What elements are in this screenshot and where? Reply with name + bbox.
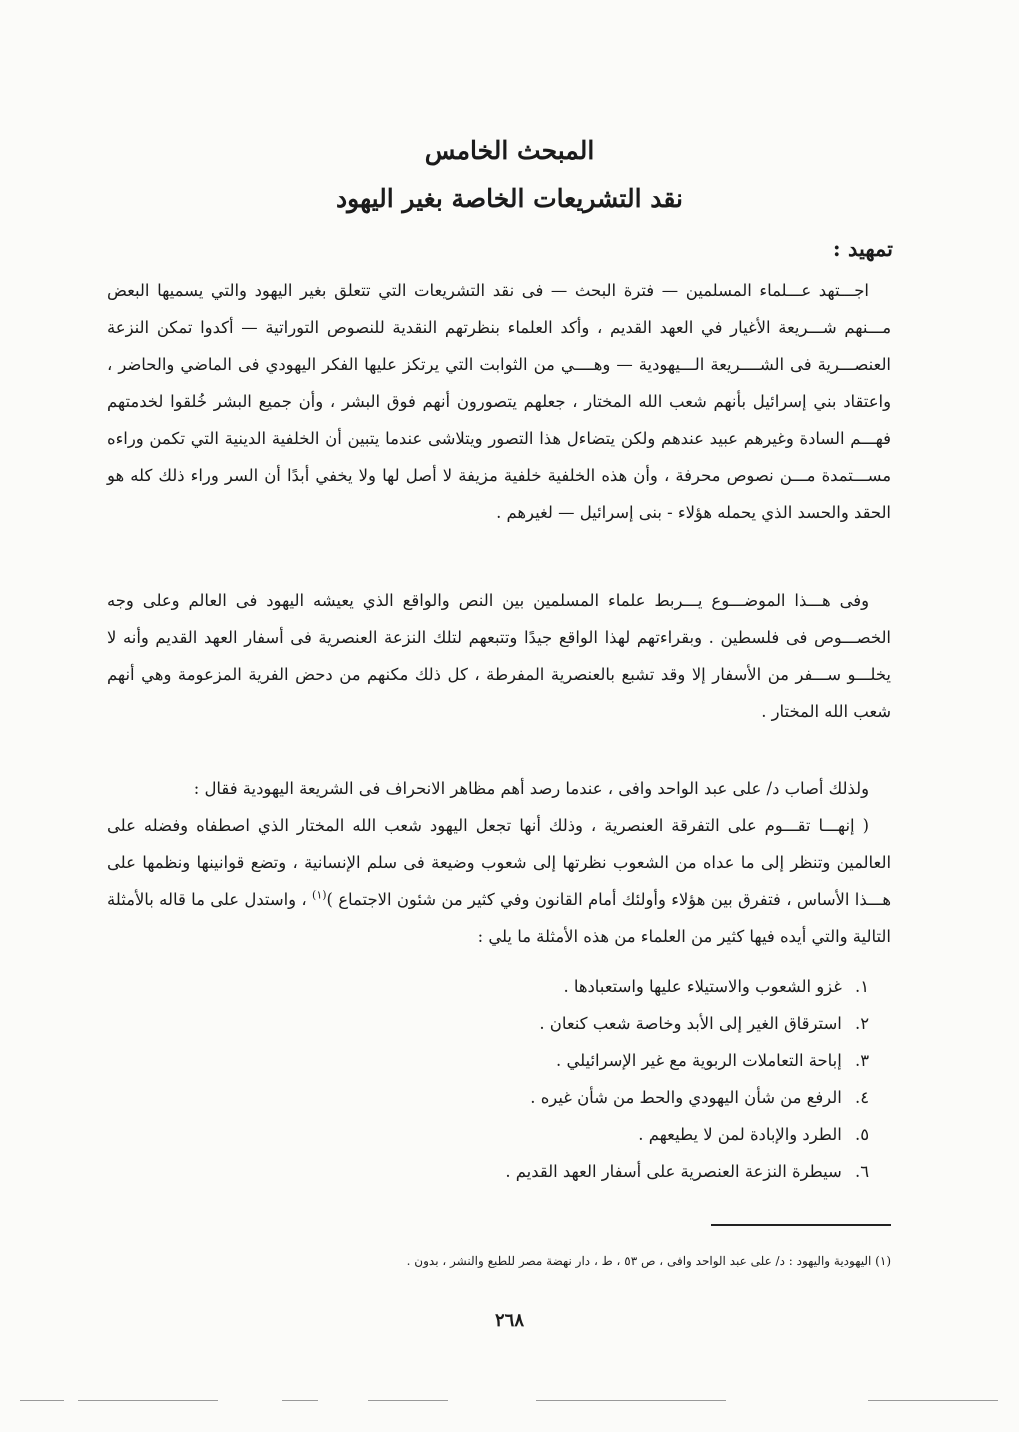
paragraph-quote bbox=[107, 770, 891, 955]
footnote: (١) اليهودية واليهود : د/ على عبد الواحد وافى ، ص ٥٣ ، ط ، دار نهضة مصر للطبع والنشر ، بدون . bbox=[406, 1254, 891, 1268]
footnote-reference[interactable]: (١) bbox=[312, 888, 327, 902]
list-item-number: ٤. bbox=[854, 1088, 869, 1107]
list-item-text: غزو الشعوب والاستيلاء عليها واستعبادها . bbox=[563, 977, 842, 996]
footnote-divider bbox=[711, 1224, 891, 1226]
list-item-text: استرقاق الغير إلى الأبد وخاصة شعب كنعان . bbox=[539, 1014, 842, 1033]
section-title: نقد التشريعات الخاصة بغير اليهود bbox=[336, 184, 683, 213]
paragraph-quote-lead: ولذلك أصاب د/ على عبد الواحد وافى ، عندما رصد أهم مظاهر الانحراف فى الشريعة اليهودية فقال : bbox=[193, 779, 869, 798]
page-number: ٢٦٨ bbox=[494, 1310, 524, 1331]
paragraph-intro bbox=[107, 272, 891, 531]
quotation-continuation: ، واستدل على ما قاله بالأمثلة التالية والتي أيده فيها كثير من العلماء من هذه الأمثلة ما يلي : bbox=[107, 890, 891, 946]
scan-edge-line bbox=[20, 1400, 64, 1401]
scan-edge-line bbox=[536, 1400, 726, 1401]
list-item bbox=[309, 1042, 869, 1079]
list-item bbox=[309, 1153, 869, 1190]
intro-label: تمهيد : bbox=[832, 236, 893, 261]
scan-edge-line bbox=[78, 1400, 218, 1401]
section-heading: المبحث الخامس bbox=[424, 136, 595, 165]
list-item bbox=[309, 1005, 869, 1042]
list-item bbox=[309, 968, 869, 1005]
scan-edge-line bbox=[282, 1400, 318, 1401]
list-item-text: سيطرة النزعة العنصرية على أسفار العهد القديم . bbox=[505, 1162, 842, 1181]
list-item-number: ١. bbox=[854, 977, 869, 996]
quotation-text: ( إنهـــا تقـــوم على التفرقة العنصرية ، وذلك أنها تجعل اليهود شعب الله المختار الذي اصطفاه وفضله على العالمين وتنظر إلى ما عداه من الشعوب نظرتها إلى شعوب وضيعة فى سلم الإنسانية ، وتضع قوانينها ونظمها على هـــذا الأساس ، فتفرق بين هؤلاء وأولئك أمام القانون وفي كثير من شئون الاجتماع ) bbox=[107, 816, 891, 909]
list-item bbox=[309, 1079, 869, 1116]
scan-edge-line bbox=[868, 1400, 998, 1401]
list-item-text: الطرد والإبادة لمن لا يطيعهم . bbox=[638, 1125, 842, 1144]
list-item bbox=[309, 1116, 869, 1153]
examples-list bbox=[309, 968, 869, 1190]
scan-edge-line bbox=[368, 1400, 448, 1401]
paragraph-intro-text: اجـــتهد عـــلماء المسلمين — فترة البحث — فى نقد التشريعات التي تتعلق بغير اليهود والتي يسميها البعض مـــنهم شـــريعة الأغيار في العهد القديم ، وأكد العلماء بنظرتهم النقدية للنصوص التوراتية — أكدوا تمكن النزعة العنصـــرية فى الشــــريعة الـــيهودية — وهــــي من الثوابت التي يرتكز عليها الفكر اليهودي فى الماضي والحاضر ، واعتقاد بني إسرائيل بأنهم شعب الله المختار ، جعلهم يتصورون أنهم فوق البشر ، وأن جميع البشر خُلقوا لخدمتهم فهـــم السادة وغيرهم عبيد عندهم ولكن يتضاءل هذا التصور ويتلاشى عندما يتبين أن الخلفية الدينية التي تكمن وراءه مســـتمدة مـــن نصوص محرفة ، وأن هذه الخلفية خلفية مزيفة لا أصل لها ولا يخفي أبدًا أن السر وراء ذلك كله هو الحقد والحسد الذي يحمله هؤلاء - بنى إسرائيل — لغيرهم . bbox=[107, 281, 891, 522]
paragraph-context-text: وفى هـــذا الموضـــوع يـــربط علماء المسلمين بين النص والواقع الذي يعيشه اليهود فى العالم وعلى وجه الخصـــوص فى فلسطين . وبقراءتهم لهذا الواقع جيدًا وتتبعهم لتلك النزعة العنصرية فى أسفار العهد القديم وأنه لا يخلـــو ســـفر من الأسفار إلا وقد تشبع بالعنصرية المفرطة ، كل ذلك مكنهم من دحض الفرية المزعومة وهي أنهم شعب الله المختار . bbox=[107, 591, 891, 721]
list-item-number: ٥. bbox=[854, 1125, 869, 1144]
list-item-number: ٣. bbox=[854, 1051, 869, 1070]
list-item-text: الرفع من شأن اليهودي والحط من شأن غيره . bbox=[530, 1088, 842, 1107]
list-item-text: إباحة التعاملات الربوية مع غير الإسرائيلي . bbox=[556, 1051, 842, 1070]
paragraph-context bbox=[107, 582, 891, 730]
list-item-number: ٢. bbox=[854, 1014, 869, 1033]
list-item-number: ٦. bbox=[854, 1162, 869, 1181]
